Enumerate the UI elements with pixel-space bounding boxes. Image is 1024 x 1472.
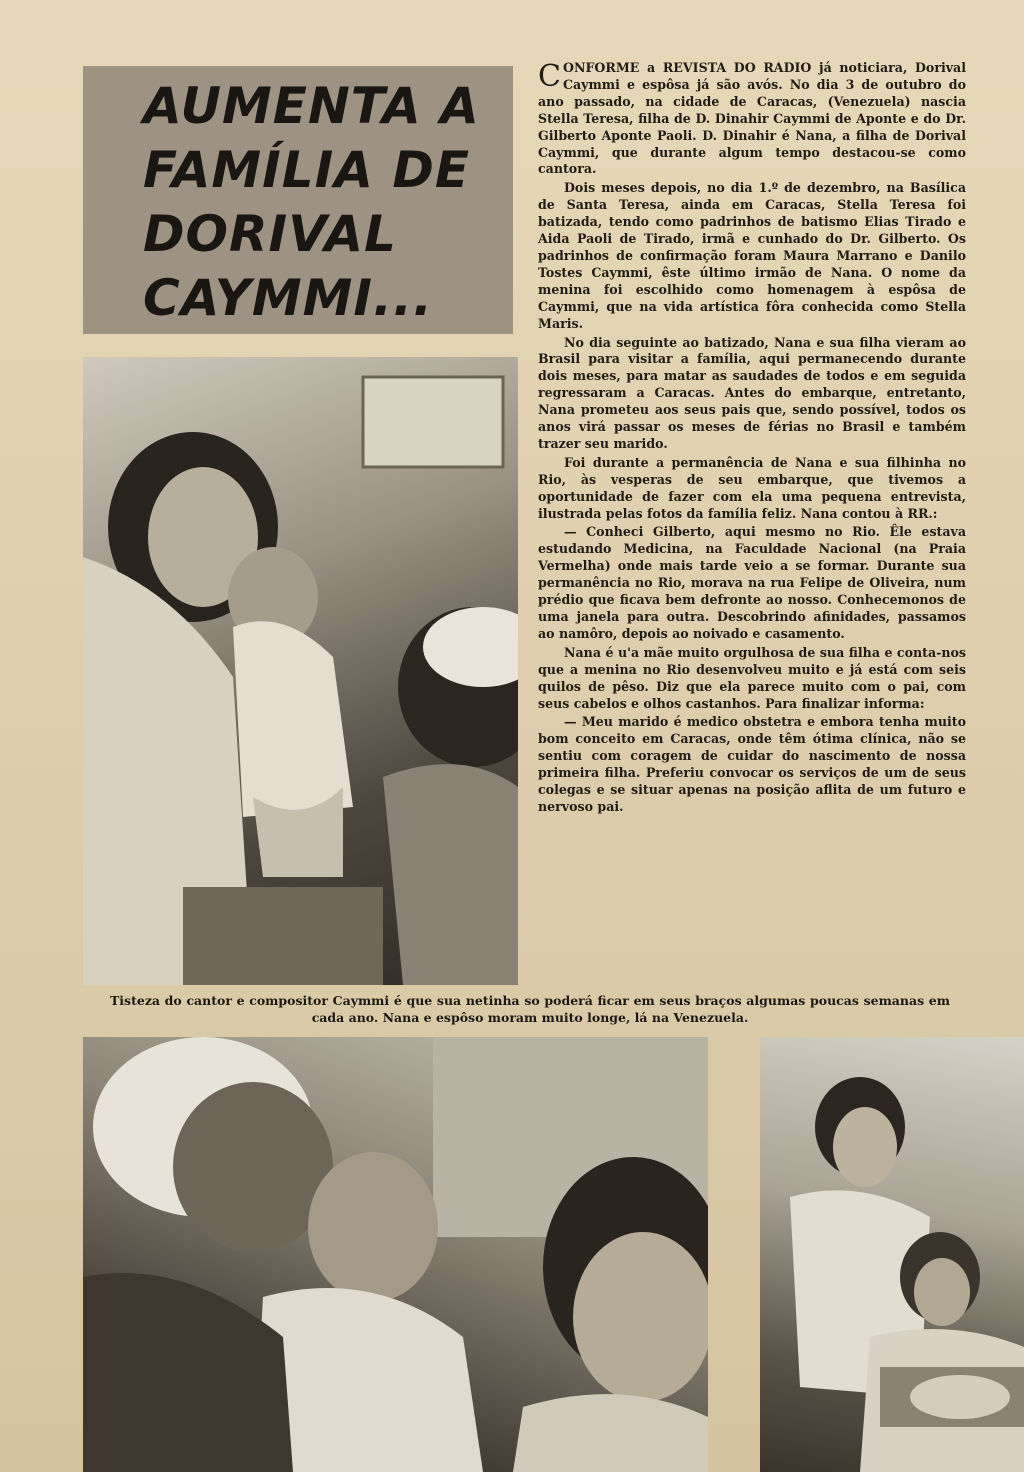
photo-nana-grandmother-baby xyxy=(760,1037,1024,1472)
photo-caption: Tisteza do cantor e compositor Caymmi é que sua netinha so poderá ficar em seus braços algumas poucas semanas em cada ano. Nana e espôso moram muito longe, lá na Venezuela. xyxy=(110,993,950,1025)
headline-box xyxy=(83,66,513,334)
article-body xyxy=(538,60,966,818)
dropcap: C xyxy=(538,59,561,94)
photo-2-illustration xyxy=(83,1037,708,1472)
article-paragraph-7: — Meu marido é medico obstetra e embora tenha muito bom conceito em Caracas, onde têm ótima clínica, não se sentiu com coragem de cuidar do nascimento de nossa primeira filha. Preferiu convocar os serviços de um de seus colegas e se situar apenas na posição aflita de um futuro e nervoso pai. xyxy=(538,714,966,814)
photo-nana-baby-caymmi xyxy=(83,357,518,985)
article-paragraph-3: No dia seguinte ao batizado, Nana e sua filha vieram ao Brasil para visitar a família, aqui permanecendo durante dois meses, para matar as saudades de todos e em seguida regressaram a Caracas. Antes do embarque, entretanto, Nana prometeu aos seus pais que, sendo possível, todos os anos virá passar os meses de férias no Brasil e também trazer seu marido. xyxy=(538,334,966,451)
photo-3-illustration xyxy=(760,1037,1024,1472)
photo-1-illustration xyxy=(83,357,518,985)
article-paragraph-1: CONFORME a REVISTA DO RADIO já noticiara, Dorival Caymmi e espôsa já são avós. No dia 3 de outubro do ano passado, na cidade de Caracas, (Venezuela) nascia Stella Teresa, filha de D. Dinahir Caymmi de Aponte e do Dr. Gilberto Aponte Paoli. D. Dinahir é Nana, a filha de Dorival Caymmi, que durante algum tempo destacou-se como cantora. xyxy=(538,59,966,177)
article-paragraph-4: Foi durante a permanência de Nana e sua filhinha no Rio, às vesperas de seu embarque, que tivemos a oportunidade de fazer com ela uma pequena entrevista, ilustrada pelas fotos da família feliz. Nana contou à RR.: xyxy=(538,454,966,521)
article-paragraph-2: Dois meses depois, no dia 1.º de dezembro, na Basílica de Santa Teresa, ainda em Caracas, Stella Teresa foi batizada, tendo como padrinhos de batismo Elias Tirado e Aida Paoli de Tirado, irmã e cunhado do Dr. Gilberto. Os padrinhos de confirmação foram Maura Marrano e Danilo Tostes Caymmi, êste último irmão de Nana. O nome da menina foi escolhido como homenagem à espôsa de Caymmi, que na vida artística fôra conhecida como Stella Maris. xyxy=(538,180,966,331)
headline: AUMENTA A FAMÍLIA DE DORIVAL CAYMMI... xyxy=(143,77,480,327)
article-paragraph-6: Nana é u'a mãe muito orgulhosa de sua filha e conta-nos que a menina no Rio desenvolveu muito e já está com seis quilos de pêso. Diz que ela parece muito com o pai, com seus cabelos e olhos castanhos. Para finalizar informa: xyxy=(538,644,966,711)
photo-caymmi-holding-baby xyxy=(83,1037,708,1472)
article-paragraph-5: — Conheci Gilberto, aqui mesmo no Rio. Êle estava estudando Medicina, na Faculdade Nacional (na Praia Vermelha) onde mais tarde veio a se formar. Durante sua permanência no Rio, morava na rua Felipe de Oliveira, num prédio que ficava bem defronte ao nosso. Conhecemonos de uma janela para outra. Descobrindo afinidades, passamos ao namôro, depois ao noivado e casamento. xyxy=(538,524,966,641)
